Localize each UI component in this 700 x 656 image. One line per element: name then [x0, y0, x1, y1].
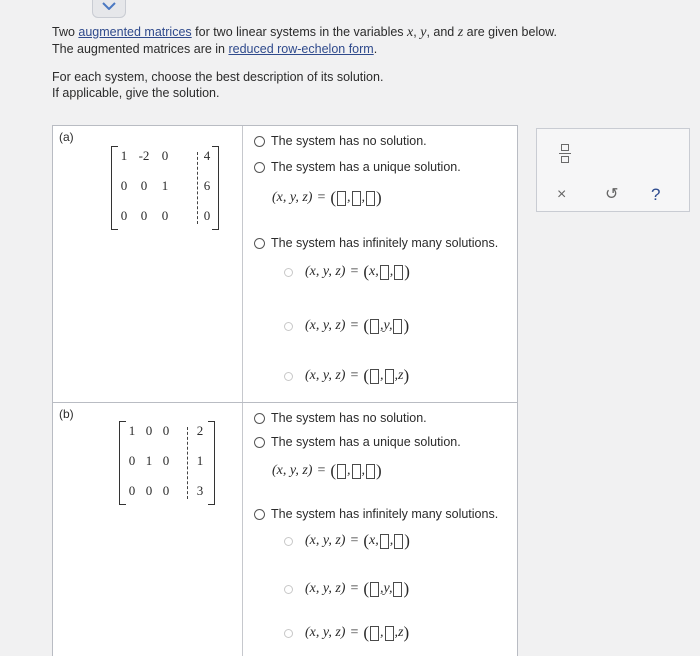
option-label: The system has a unique solution. [271, 435, 461, 449]
help-button[interactable]: ? [651, 185, 661, 204]
instruction-line: For each system, choose the best description of its solution. [52, 70, 384, 84]
clear-button[interactable]: × [557, 186, 567, 203]
matrix-cell: 0 [140, 208, 148, 223]
instruction-line: If applicable, give the solution. [52, 86, 220, 100]
comma: , [347, 463, 351, 478]
paren-close: ) [403, 316, 410, 335]
comma: , [361, 190, 366, 205]
comma: , [394, 368, 399, 383]
matrix-cell: 0 [140, 178, 148, 193]
paren-open: ( [363, 531, 370, 550]
rref-link[interactable]: reduced row-echelon form [228, 42, 374, 56]
option-no-solution[interactable] [254, 411, 427, 425]
paren-close: ) [403, 579, 410, 598]
column-divider [242, 403, 243, 656]
radio-button[interactable] [284, 322, 293, 331]
matrix-row [111, 206, 219, 226]
answer-box-y[interactable] [352, 464, 361, 479]
infinite-form-z-free[interactable] [284, 366, 409, 386]
matrix-cell: 1 [161, 178, 169, 193]
answer-box-z[interactable] [393, 319, 402, 334]
radio-button[interactable] [284, 629, 293, 638]
radio-button[interactable] [254, 509, 265, 520]
part-a [53, 126, 517, 402]
free-variable: y, [383, 581, 393, 596]
paren-close: ) [403, 623, 410, 642]
option-no-solution[interactable] [254, 134, 427, 148]
answer-box-y[interactable] [385, 369, 394, 384]
free-variable: y, [383, 318, 393, 333]
tuple-lhs: (x, y, z) [305, 625, 346, 640]
matrix-cell: 0 [145, 423, 153, 438]
augmented-matrix-a [111, 146, 219, 230]
matrix-cell: 0 [162, 483, 170, 498]
matrix-cell: 0 [128, 453, 136, 468]
tuple-lhs: (x, y, z) [305, 581, 346, 596]
matrix-cell: 0 [162, 453, 170, 468]
matrix-cell: 1 [196, 453, 204, 468]
equals-sign: = [317, 463, 326, 478]
answer-box-y[interactable] [380, 265, 389, 280]
equals-sign: = [350, 264, 359, 279]
answer-box-x[interactable] [337, 191, 346, 206]
infinite-form-y-free[interactable] [284, 316, 409, 336]
matrix-cell: 0 [120, 208, 128, 223]
augmented-matrix-b [119, 421, 215, 505]
augmented-matrices-link[interactable]: augmented matrices [78, 25, 192, 39]
option-label: The system has no solution. [271, 411, 427, 425]
intro-text: for two linear systems in the variables [191, 25, 408, 39]
equals-sign: = [350, 318, 359, 333]
comma: , [394, 625, 399, 640]
infinite-form-y-free[interactable] [284, 579, 409, 599]
equals-sign: = [350, 368, 359, 383]
matrix-cell: 1 [128, 423, 136, 438]
unique-solution-entry [272, 188, 382, 208]
answer-box-z[interactable] [366, 191, 375, 206]
answer-box-z[interactable] [394, 534, 403, 549]
answer-box-z[interactable] [393, 582, 402, 597]
infinite-form-x-free[interactable] [284, 531, 410, 551]
intro-text: are given below. [463, 25, 557, 39]
intro-text: , and [426, 25, 458, 39]
answer-box-x[interactable] [370, 369, 379, 384]
matrix-cell: 0 [203, 208, 211, 223]
radio-button[interactable] [284, 537, 293, 546]
comma: , [361, 463, 366, 478]
comma: , [380, 368, 384, 383]
matrix-cell: 2 [196, 423, 204, 438]
paren-open: ( [330, 188, 337, 207]
paren-close: ) [404, 531, 410, 550]
matrix-cell: 0 [161, 148, 169, 163]
infinite-form-x-free[interactable] [284, 262, 410, 282]
free-variable: z [398, 368, 404, 383]
comma: , [347, 190, 351, 205]
part-label: (b) [59, 407, 74, 421]
matrix-cell: -2 [138, 148, 150, 163]
radio-button[interactable] [284, 585, 293, 594]
paren-close: ) [376, 188, 382, 207]
option-label: The system has infinitely many solutions. [271, 507, 499, 521]
comma: , [389, 264, 394, 279]
option-label: The system has no solution. [271, 134, 427, 148]
radio-button[interactable] [254, 238, 265, 249]
radio-button[interactable] [284, 268, 293, 277]
intro-text: . [373, 42, 378, 56]
part-b [53, 402, 517, 656]
matrix-row [119, 451, 215, 471]
matrix-cell: 0 [145, 483, 153, 498]
equals-sign: = [350, 581, 359, 596]
free-variable: x, [369, 264, 379, 279]
equals-sign: = [317, 190, 326, 205]
radio-button[interactable] [254, 437, 265, 448]
option-infinite-solutions[interactable] [254, 507, 498, 521]
paren-close: ) [404, 262, 410, 281]
answer-box-y[interactable] [352, 191, 361, 206]
matrix-row [111, 146, 219, 166]
answer-box-y[interactable] [380, 534, 389, 549]
intro-text: The augmented matrices are in [52, 42, 229, 56]
option-label: The system has infinitely many solutions. [271, 236, 499, 250]
matrix-cell: 4 [203, 148, 211, 163]
collapse-chevron-tab[interactable] [92, 0, 126, 18]
intro-text: Two [52, 25, 79, 39]
unique-solution-entry [272, 461, 382, 481]
comma: , [380, 581, 384, 596]
free-variable: x, [369, 533, 379, 548]
radio-button[interactable] [284, 372, 293, 381]
matrix-cell: 0 [162, 423, 170, 438]
comma: , [380, 318, 384, 333]
option-unique-solution[interactable] [254, 160, 461, 174]
chevron-down-icon [102, 2, 116, 10]
answer-card [52, 125, 518, 656]
matrix-cell: 3 [196, 483, 204, 498]
paren-open: ( [363, 316, 370, 335]
comma: , [389, 533, 394, 548]
answer-box-x[interactable] [370, 582, 379, 597]
matrix-cell: 0 [128, 483, 136, 498]
paren-close: ) [403, 366, 410, 385]
answer-box-x[interactable] [370, 319, 379, 334]
matrix-cell: 6 [203, 178, 211, 193]
paren-open: ( [330, 461, 337, 480]
paren-close: ) [376, 461, 382, 480]
paren-open: ( [363, 262, 370, 281]
equals-sign: = [350, 533, 359, 548]
radio-button[interactable] [254, 162, 265, 173]
paren-open: ( [363, 579, 370, 598]
answer-box-z[interactable] [366, 464, 375, 479]
matrix-cell: 0 [120, 178, 128, 193]
undo-button[interactable]: ↺ [605, 186, 619, 203]
tuple-lhs: (x, y, z) [305, 318, 346, 333]
matrix-row [111, 176, 219, 196]
option-label: The system has a unique solution. [271, 160, 461, 174]
free-variable: z [398, 625, 404, 640]
fraction-icon[interactable] [559, 143, 571, 165]
variable-y: y [420, 25, 427, 40]
radio-button[interactable] [254, 136, 265, 147]
infinite-form-z-free[interactable] [284, 623, 409, 643]
comma: , [380, 625, 384, 640]
variable-z: z [457, 25, 464, 40]
equals-sign: = [350, 625, 359, 640]
answer-box-z[interactable] [394, 265, 403, 280]
radio-button[interactable] [254, 413, 265, 424]
matrix-cell: 1 [145, 453, 153, 468]
tuple-lhs: (x, y, z) [305, 533, 346, 548]
tuple-lhs: (x, y, z) [305, 368, 346, 383]
option-unique-solution[interactable] [254, 435, 461, 449]
matrix-row [119, 481, 215, 501]
answer-box-x[interactable] [337, 464, 346, 479]
paren-open: ( [363, 366, 370, 385]
matrix-cell: 1 [120, 148, 128, 163]
paren-open: ( [363, 623, 370, 642]
matrix-row [119, 421, 215, 441]
tuple-lhs: (x, y, z) [305, 264, 346, 279]
answer-box-y[interactable] [385, 626, 394, 641]
intro-text: , [413, 25, 421, 39]
variable-x: x [407, 25, 414, 40]
math-tools-panel [536, 128, 690, 212]
column-divider [242, 126, 243, 402]
tuple-lhs: (x, y, z) [272, 190, 313, 205]
matrix-cell: 0 [161, 208, 169, 223]
option-infinite-solutions[interactable] [254, 236, 498, 250]
answer-box-x[interactable] [370, 626, 379, 641]
problem-statement [52, 24, 652, 101]
tuple-lhs: (x, y, z) [272, 463, 313, 478]
part-label: (a) [59, 130, 74, 144]
